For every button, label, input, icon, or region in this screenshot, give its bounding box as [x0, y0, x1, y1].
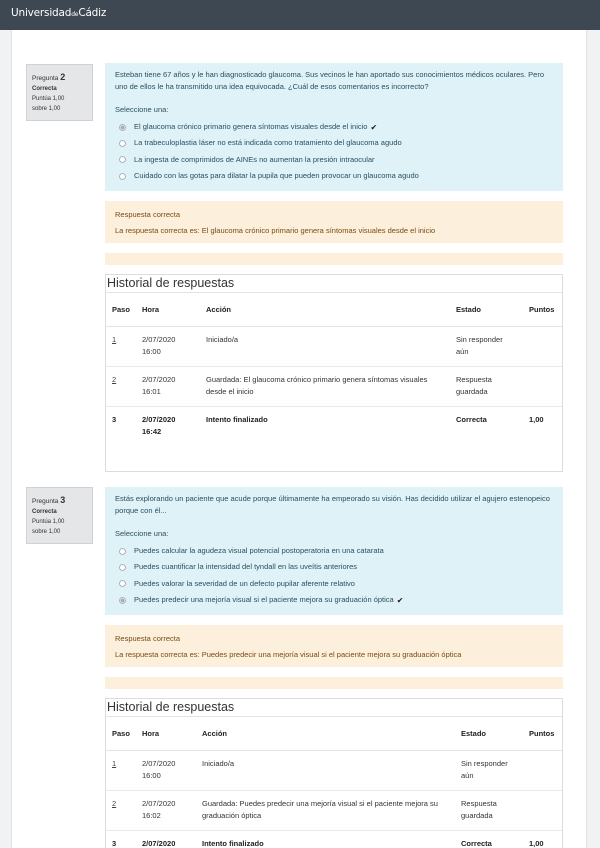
table-cell: Respuesta guardada: [455, 790, 523, 830]
text-label: Universidad: [11, 7, 72, 19]
table-cell: Intento finalizado: [206, 414, 268, 424]
column-header: Hora: [136, 717, 196, 750]
column-header: Puntos: [523, 293, 562, 326]
history-title: Historial de respuestas: [106, 275, 562, 293]
answer-option[interactable]: [115, 592, 553, 608]
text-label: de: [71, 11, 79, 18]
radio-button[interactable]: [119, 140, 126, 147]
table-cell: 2/07/2020 16:00: [136, 750, 196, 790]
text-label: Cádiz: [78, 7, 107, 19]
table-cell: Respuesta guardada: [450, 366, 523, 406]
table-cell: 2/07/2020 16:01: [136, 366, 200, 406]
history-header-row: [106, 717, 562, 750]
table-cell: 3: [112, 414, 117, 424]
step-link[interactable]: 1: [106, 750, 136, 790]
option-label: La ingesta de comprimidos de AINEs no aumentan la presión intraocular: [134, 154, 375, 164]
response-history-2: [105, 274, 563, 472]
answer-prompt: Seleccione una:: [115, 528, 169, 538]
option-label: Puedes valorar la severidad de un defecto pupilar aferente relativo: [134, 578, 355, 588]
question-score: Puntúa 1,00: [32, 95, 65, 102]
question-state: Correcta: [32, 86, 57, 93]
table-cell: Correcta: [456, 414, 487, 424]
answer-option[interactable]: [115, 576, 553, 592]
top-bar: [0, 0, 600, 30]
radio-button[interactable]: [119, 548, 126, 555]
table-cell: 2/07/2020 16:02: [136, 790, 196, 830]
answer-option[interactable]: [115, 119, 553, 135]
text-label: Pregunta: [32, 498, 59, 505]
option-label: El glaucoma crónico primario genera síntomas visuales desde el inicio: [134, 122, 368, 132]
university-logo[interactable]: [11, 7, 106, 19]
table-cell: 3: [112, 838, 117, 848]
column-header: Acción: [196, 717, 455, 750]
table-cell: Iniciado/a: [196, 750, 455, 790]
table-cell: Sin responder aún: [455, 750, 523, 790]
radio-button[interactable]: [119, 597, 126, 604]
column-header: Estado: [455, 717, 523, 750]
table-row: [106, 830, 562, 848]
table-row: [106, 406, 562, 446]
question-text-box-2: [105, 63, 563, 191]
text-label: 2: [60, 72, 66, 82]
table-cell: Sin responder aún: [450, 326, 523, 366]
check-icon: ✔: [370, 122, 378, 132]
question-info-3: [26, 487, 93, 544]
question-info-2: [26, 64, 93, 121]
table-cell: [523, 790, 562, 830]
radio-button[interactable]: [119, 564, 126, 571]
table-cell: 2/07/2020 16:42: [142, 414, 176, 436]
correct-answer: La respuesta correcta es: El glaucoma crónico primario genera síntomas visuales desde el inicio: [115, 225, 436, 235]
question-number: [32, 493, 87, 507]
answer-prompt: Seleccione una:: [115, 104, 169, 114]
check-icon: ✔: [396, 595, 404, 605]
step-link[interactable]: 2: [106, 366, 136, 406]
answer-option[interactable]: [115, 152, 553, 168]
feedback-box-3: [105, 625, 563, 667]
radio-button[interactable]: [119, 124, 126, 131]
response-history-3: [105, 698, 563, 848]
column-header: Paso: [106, 293, 136, 326]
history-title: Historial de respuestas: [106, 699, 562, 717]
answer-option[interactable]: [115, 543, 553, 559]
question-text: Estás explorando un paciente que acude porque últimamente ha empeorado su visión. Has decidido utilizar el agujero estenopeico porque con él...: [115, 494, 550, 516]
column-header: Puntos: [523, 717, 562, 750]
column-header: Estado: [450, 293, 523, 326]
table-row: [106, 750, 562, 790]
history-header-row: [106, 293, 562, 326]
feedback-title: Respuesta correcta: [115, 634, 181, 643]
step-link[interactable]: 2: [106, 790, 136, 830]
table-cell: Guardada: Puedes predecir una mejoría visual si el paciente mejora su graduación óptica: [196, 790, 455, 830]
radio-button[interactable]: [119, 173, 126, 180]
table-cell: 1,00: [529, 838, 544, 848]
option-label: Puedes predecir una mejoría visual si el paciente mejora su graduación óptica: [134, 594, 394, 604]
correct-answer: La respuesta correcta es: Puedes predecir una mejoría visual si el paciente mejora su graduación óptica: [115, 649, 462, 659]
table-cell: 1,00: [529, 414, 544, 424]
question-text-box-3: [105, 487, 563, 615]
question-state: Correcta: [32, 509, 57, 516]
column-header: Paso: [106, 717, 136, 750]
table-cell: Iniciado/a: [200, 326, 450, 366]
question-number: [32, 70, 87, 84]
table-row: [106, 326, 562, 366]
history-table: [106, 293, 562, 446]
step-link[interactable]: 1: [106, 326, 136, 366]
answer-option[interactable]: [115, 168, 553, 184]
table-cell: Guardada: El glaucoma crónico primario genera síntomas visuales desde el inicio: [200, 366, 450, 406]
question-text: Esteban tiene 67 años y le han diagnosticado glaucoma. Sus vecinos le han aportado sus conocimientos médicos oculares. Pero uno de ellos le ha transmitido una idea equivocada. ¿Cuál de esos comentarios es incorrecto?: [115, 70, 545, 92]
column-header: Hora: [136, 293, 200, 326]
option-label: Puedes cuantificar la intensidad del tyndall en las uveítis anteriores: [134, 562, 358, 572]
option-label: Cuidado con las gotas para dilatar la pupila que pueden provocar un glaucoma agudo: [134, 170, 419, 180]
text-label: 3: [60, 495, 66, 505]
table-row: [106, 366, 562, 406]
table-cell: 2/07/2020 16:00: [136, 326, 200, 366]
answer-option[interactable]: [115, 135, 553, 151]
table-cell: [523, 750, 562, 790]
feedback-strip: [105, 253, 563, 265]
option-label: Puedes calcular la agudeza visual potencial postoperatoria en una catarata: [134, 546, 384, 556]
feedback-strip: [105, 677, 563, 689]
column-header: Acción: [200, 293, 450, 326]
table-cell: Correcta: [461, 838, 492, 848]
table-cell: [523, 366, 562, 406]
feedback-box-2: [105, 201, 563, 243]
feedback-title: Respuesta correcta: [115, 210, 181, 219]
history-table: [106, 717, 562, 848]
text-label: Pregunta: [32, 75, 59, 82]
radio-button[interactable]: [119, 580, 126, 587]
answer-option[interactable]: [115, 559, 553, 575]
option-label: La trabeculoplastia láser no está indicada como tratamiento del glaucoma agudo: [134, 138, 402, 148]
table-cell: [523, 326, 562, 366]
radio-button[interactable]: [119, 156, 126, 163]
question-score: Puntúa 1,00: [32, 518, 65, 525]
table-cell: Intento finalizado: [202, 838, 264, 848]
table-cell: 2/07/2020: [142, 838, 176, 848]
question-max: sobre 1,00: [32, 528, 61, 535]
table-row: [106, 790, 562, 830]
question-max: sobre 1,00: [32, 105, 61, 112]
